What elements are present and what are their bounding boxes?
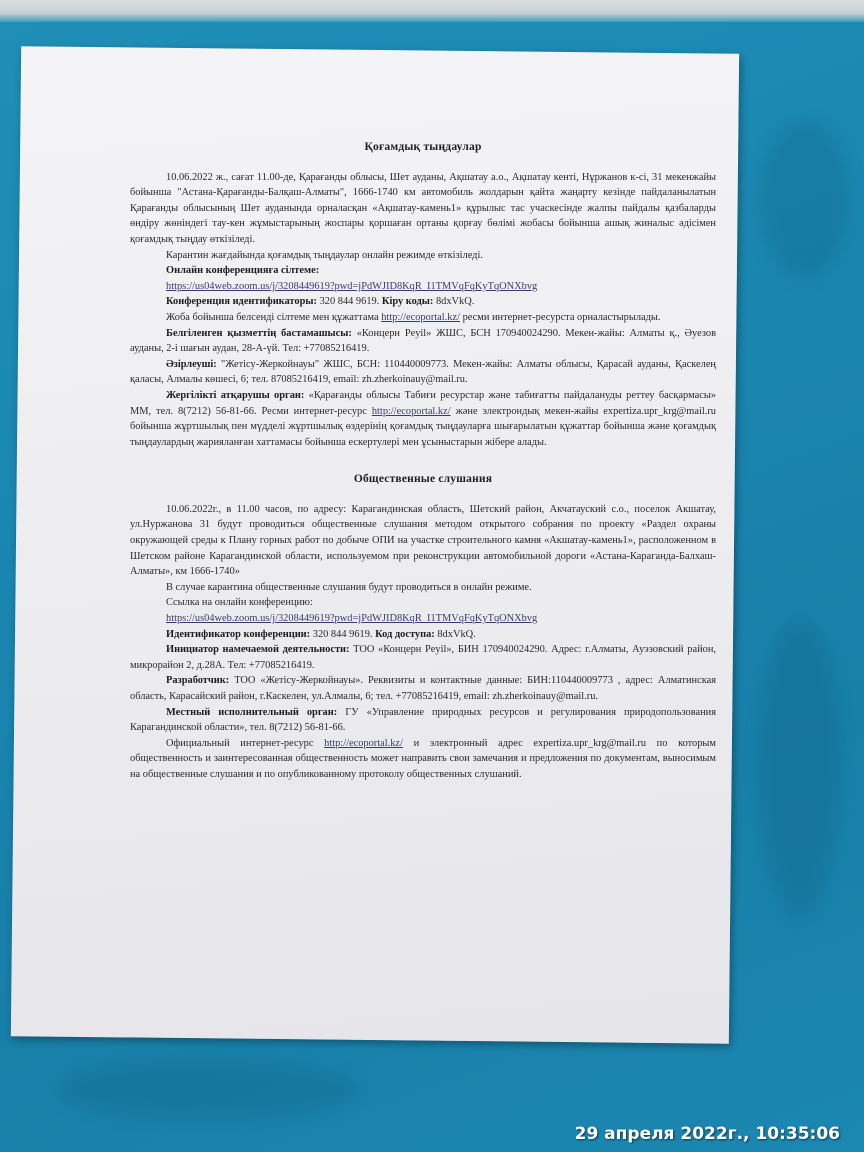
ru-paragraph-1: 10.06.2022г., в 11.00 часов, по адресу: Карагандинская область, Шетский район, Акчатауский с.о., поселок Акшатау, ул.Нуржанова 31 будут проводиться общественные слушания методом открытого собрания по проекту «Раздел охраны окружающей среды к Плану горных работ по добыче ОПИ на участке строительного камня «Акшатау-камень1», расположенном в Шетском районе Карагандинской области, используемом при реконструкции автомобильной дороги «Астана-Караганда-Балхаш-Алматы», км 1666-1740» (130, 503, 716, 578)
ru-local-authority: Местный исполнительный орган: ГУ «Управление природных ресурсов и регулирования природопользования Карагандинской области», тел. 8(7212) 56-81-66. (130, 706, 716, 734)
wall-stain (760, 120, 850, 280)
kz-ecoportal-link[interactable]: http://ecoportal.kz/ (381, 311, 460, 323)
photo-timestamp: 29 апреля 2022г., 10:35:06 (574, 1124, 840, 1144)
ru-paragraph-2: В случае карантина общественные слушания будут проводиться в онлайн режиме. (166, 581, 532, 593)
wall-stain (60, 1060, 360, 1120)
ru-conference-id: Идентификатор конференции: 320 844 9619. Код доступа: 8dxVkQ. (166, 628, 476, 640)
kz-paragraph-1: 10.06.2022 ж., сағат 11.00-де, Қарағанды облысы, Шет ауданы, Ақшатау а.о., Ақшатау кенті, Нұржанов к-сі, 31 мекенжайы бойынша "Астана-Қарағанды-Балқаш-Алматы", 1666-1740 км автомобиль жолдарын қайта жаңарту кезінде пайдаланылатын Қарағанды облысының Шет ауданында орналасқан «Ақшатау-камень1» құрылыс тас учаскесінде жалпы пайдалы қазбаларды өндіру жөніндегі тау-кен жұмыстарының жоспары қоршаған ортаны қорғау бөлімі жобасы бойынша ашық жиналыс әдісімен қоғамдық тыңдау өткізіледі. (130, 171, 716, 245)
kz-title: Қоғамдық тыңдаулар (364, 141, 482, 153)
kz-paragraph-2: Карантин жағдайында қоғамдық тыңдаулар онлайн режимде өткізіледі. (166, 249, 483, 261)
kz-zoom-link[interactable]: https://us04web.zoom.us/j/3208449619?pwd=jPdWJID8KqR_I1TMVqFqKyTqONXbvg (166, 280, 538, 292)
wall-top-edge (0, 0, 864, 22)
wall-stain (760, 620, 840, 920)
kz-conference-id: Конференция идентификаторы: 320 844 9619. Кіру коды: 8dxVkQ. (166, 296, 475, 308)
ru-initiator: Инициатор намечаемой деятельности: ТОО «Концерн Peyil», БИН 170940024290. Адрес: г.Алматы, Ауэзовский район, микрорайон 2, д.28А. Тел: +77085216419. (130, 644, 716, 671)
ru-zoom-link[interactable]: https://us04web.zoom.us/j/3208449619?pwd=jPdWJID8KqR_I1TMVqFqKyTqONXbvg (166, 613, 538, 625)
ru-ecoportal-link[interactable]: http://ecoportal.kz/ (324, 737, 403, 749)
ru-last-paragraph: Официальный интернет-ресурс http://ecoportal.kz/ и электронный адрес expertiza.upr_krg@mail.ru по которым общественность и заинтересованная общественность может направить свои замечания и предложения по документам, выносимым на общественные слушания и по опубликованному протоколу общественных слушаний. (130, 737, 716, 780)
notice-content (130, 140, 716, 783)
ru-title: Общественные слушания (353, 473, 493, 486)
kz-ecoportal-link-2[interactable]: http://ecoportal.kz/ (371, 405, 451, 417)
kz-developer: Әзірлеуші: "Жетісу-Жеркойнауы" ЖШС, БСН: 110440009773. Мекен-жайы: Алматы облысы, Қарасай ауданы, Қаскелең қаласы, Алмалы көшесі, 6; тел. 87085216419, email: zh.zherkoinauy@mail.ru. (130, 358, 716, 386)
kz-link-label: Онлайн конференцияға сілтеме: (166, 265, 320, 277)
ru-link-label: Ссылка на онлайн конференцию: (166, 597, 313, 609)
ru-developer: Разработчик: ТОО «Жетісу-Жеркойнауы». Реквизиты и контактные данные: БИН:110440009773 , адрес: Алматинская область, Карасайский район, г.Каскелен, ул.Алмалы, 6; тел. +77085216419, email: zh.zherkoinauy@mail.ru. (130, 675, 716, 702)
kz-paragraph-3: Жоба бойынша белсенді сілтеме мен құжаттама http://ecoportal.kz/ ресми интернет-ресурста орналастырылады. (166, 311, 661, 323)
kz-initiator: Белгіленген қызметтің бастамашысы: «Концерн Peyil» ЖШС, БСН 170940024290. Мекен-жайы: Алматы қ., Әуезов ауданы, 2-і шағын аудан, 28-А-үй. Тел: +77085216419. (130, 327, 716, 355)
kz-local-authority: Жергілікті атқарушы орган: «Қарағанды облысы Табиғи ресурстар және табиғатты пайдалануды реттеу басқармасы» ММ, тел. 8(7212) 56-81-66. Ресми интернет-ресурс http://ecoportal.kz/ және электрондық мекен-жайы expertiza.upr_krg@mail.ru бойынша жұртшылық пен мүдделі жұртшылық өздерінің қоғамдық тыңдауларға шығарылатын құжаттар бойынша және қоғамдық тыңдаулардың жарияланған хаттамасы бойынша ескертулері мен ұсыныстарын жібере алады. (130, 389, 716, 448)
